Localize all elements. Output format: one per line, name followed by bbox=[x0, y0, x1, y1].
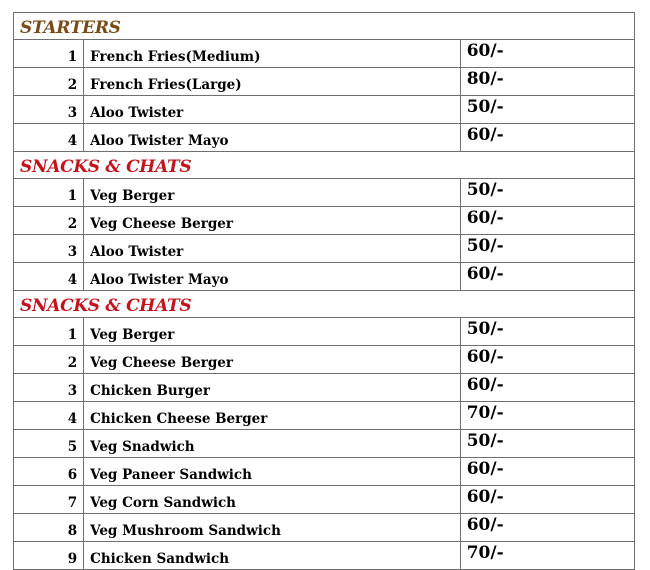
item-number: 7 bbox=[14, 486, 84, 514]
item-name: Veg Berger bbox=[84, 179, 461, 207]
item-name: Veg Mushroom Sandwich bbox=[84, 514, 461, 542]
menu-item-row bbox=[14, 96, 635, 124]
item-name: Veg Cheese Berger bbox=[84, 346, 461, 374]
item-name: Veg Snadwich bbox=[84, 430, 461, 458]
item-name: Chicken Cheese Berger bbox=[84, 402, 461, 430]
menu-item-row bbox=[14, 542, 635, 570]
item-number: 5 bbox=[14, 430, 84, 458]
menu-item-row bbox=[14, 124, 635, 152]
item-price: 50/- bbox=[460, 318, 634, 346]
item-price: 80/- bbox=[460, 68, 634, 96]
item-number: 2 bbox=[14, 68, 84, 96]
menu-item-row bbox=[14, 374, 635, 402]
menu-item-row bbox=[14, 68, 635, 96]
menu-table-body bbox=[14, 13, 635, 570]
item-price: 60/- bbox=[460, 458, 634, 486]
menu-item-row bbox=[14, 179, 635, 207]
menu-item-row bbox=[14, 235, 635, 263]
menu-item-row bbox=[14, 318, 635, 346]
item-number: 2 bbox=[14, 346, 84, 374]
item-price: 60/- bbox=[460, 207, 634, 235]
item-name: Veg Paneer Sandwich bbox=[84, 458, 461, 486]
menu-item-row bbox=[14, 263, 635, 291]
item-price: 70/- bbox=[460, 542, 634, 570]
item-price: 50/- bbox=[460, 235, 634, 263]
menu-item-row bbox=[14, 430, 635, 458]
item-price: 60/- bbox=[460, 263, 634, 291]
item-number: 1 bbox=[14, 179, 84, 207]
item-price: 50/- bbox=[460, 430, 634, 458]
item-number: 4 bbox=[14, 402, 84, 430]
item-name: Aloo Twister bbox=[84, 235, 461, 263]
section-header-row bbox=[14, 291, 635, 318]
menu-item-row bbox=[14, 40, 635, 68]
item-number: 8 bbox=[14, 514, 84, 542]
item-name: Aloo Twister Mayo bbox=[84, 124, 461, 152]
item-name: Chicken Burger bbox=[84, 374, 461, 402]
item-name: Chicken Sandwich bbox=[84, 542, 461, 570]
item-name: French Fries(Medium) bbox=[84, 40, 461, 68]
item-price: 60/- bbox=[460, 514, 634, 542]
item-number: 4 bbox=[14, 124, 84, 152]
item-name: Veg Berger bbox=[84, 318, 461, 346]
item-price: 60/- bbox=[460, 40, 634, 68]
item-price: 60/- bbox=[460, 346, 634, 374]
section-title: STARTERS bbox=[14, 13, 635, 40]
item-price: 60/- bbox=[460, 486, 634, 514]
menu-item-row bbox=[14, 207, 635, 235]
menu-item-row bbox=[14, 486, 635, 514]
item-name: French Fries(Large) bbox=[84, 68, 461, 96]
item-price: 50/- bbox=[460, 179, 634, 207]
item-number: 3 bbox=[14, 374, 84, 402]
item-price: 50/- bbox=[460, 96, 634, 124]
section-title: SNACKS & CHATS bbox=[14, 152, 635, 179]
item-name: Veg Corn Sandwich bbox=[84, 486, 461, 514]
section-header-row bbox=[14, 13, 635, 40]
item-number: 1 bbox=[14, 40, 84, 68]
item-number: 3 bbox=[14, 235, 84, 263]
item-number: 3 bbox=[14, 96, 84, 124]
section-title: SNACKS & CHATS bbox=[14, 291, 635, 318]
item-price: 60/- bbox=[460, 374, 634, 402]
item-number: 1 bbox=[14, 318, 84, 346]
menu-item-row bbox=[14, 346, 635, 374]
section-header-row bbox=[14, 152, 635, 179]
item-number: 9 bbox=[14, 542, 84, 570]
item-number: 2 bbox=[14, 207, 84, 235]
menu-item-row bbox=[14, 514, 635, 542]
item-number: 6 bbox=[14, 458, 84, 486]
menu-item-row bbox=[14, 458, 635, 486]
item-price: 60/- bbox=[460, 124, 634, 152]
item-number: 4 bbox=[14, 263, 84, 291]
menu-table bbox=[13, 12, 635, 570]
item-name: Aloo Twister Mayo bbox=[84, 263, 461, 291]
item-name: Veg Cheese Berger bbox=[84, 207, 461, 235]
item-price: 70/- bbox=[460, 402, 634, 430]
menu-item-row bbox=[14, 402, 635, 430]
item-name: Aloo Twister bbox=[84, 96, 461, 124]
